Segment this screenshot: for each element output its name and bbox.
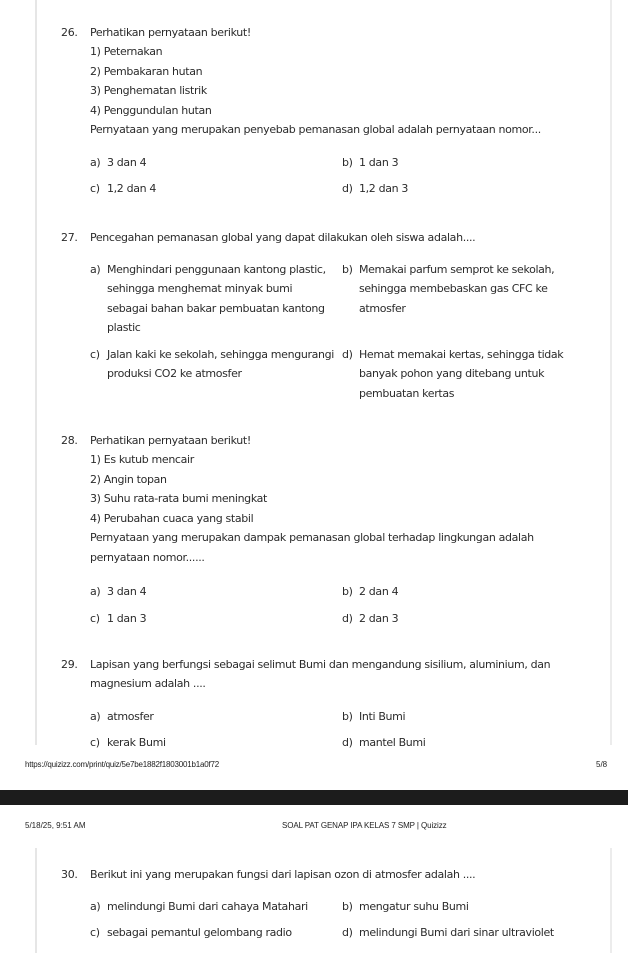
question-number: 27. — [61, 231, 78, 244]
option-letter: c) — [90, 348, 100, 361]
option-text-line: Menghindari penggunaan kantong plastic, — [107, 263, 326, 276]
page-frame-left-border — [35, 848, 37, 953]
option-letter: d) — [342, 926, 353, 939]
page-break-divider — [0, 790, 628, 805]
option-letter: d) — [342, 182, 353, 195]
option-letter: a) — [90, 585, 101, 598]
option-letter: b) — [342, 900, 353, 913]
option-text: 3 dan 4 — [107, 156, 147, 169]
statement-item: 3) Suhu rata-rata bumi meningkat — [90, 492, 267, 505]
page-frame-left-border — [35, 0, 37, 745]
option-text-line: plastic — [107, 321, 141, 334]
statement-item: 3) Penghematan listrik — [90, 84, 207, 97]
statement-item: 4) Perubahan cuaca yang stabil — [90, 512, 254, 525]
question-number: 29. — [61, 658, 78, 671]
option-text: kerak Bumi — [107, 736, 166, 749]
option-letter: b) — [342, 156, 353, 169]
question-text: Perhatikan pernyataan berikut! — [90, 434, 251, 447]
option-text-line: Hemat memakai kertas, sehingga tidak — [359, 348, 564, 361]
option-text-line: sehingga menghemat minyak bumi — [107, 282, 293, 295]
option-letter: d) — [342, 612, 353, 625]
question-number: 26. — [61, 26, 78, 39]
statement-item: 4) Penggundulan hutan — [90, 104, 212, 117]
option-text-line: banyak pohon yang ditebang untuk — [359, 367, 545, 380]
question-text: Berikut ini yang merupakan fungsi dari lapisan ozon di atmosfer adalah .... — [90, 868, 476, 881]
question-text: Pencegahan pemanasan global yang dapat dilakukan oleh siswa adalah.... — [90, 231, 476, 244]
option-letter: a) — [90, 156, 101, 169]
option-text-line: Jalan kaki ke sekolah, sehingga mengurangi — [107, 348, 334, 361]
option-text: sebagai pemantul gelombang radio — [107, 926, 292, 939]
option-text-line: Memakai parfum semprot ke sekolah, — [359, 263, 555, 276]
option-letter: d) — [342, 736, 353, 749]
page-frame-right-border — [610, 848, 612, 953]
option-text: 2 dan 4 — [359, 585, 399, 598]
option-text: mengatur suhu Bumi — [359, 900, 469, 913]
option-letter: a) — [90, 710, 101, 723]
statement-item: 1) Peternakan — [90, 45, 163, 58]
option-text: Inti Bumi — [359, 710, 406, 723]
option-text: melindungi Bumi dari cahaya Matahari — [107, 900, 308, 913]
option-text: 2 dan 3 — [359, 612, 399, 625]
question-text: Perhatikan pernyataan berikut! — [90, 26, 251, 39]
option-letter: c) — [90, 612, 100, 625]
question-text-cont: magnesium adalah .... — [90, 677, 206, 690]
option-text: 1 dan 3 — [107, 612, 147, 625]
print-footer-url[interactable]: https://quizizz.com/print/quiz/5e7be1882f1803001b1a0f72 — [25, 760, 220, 769]
option-letter: b) — [342, 263, 353, 276]
option-letter: c) — [90, 182, 100, 195]
question-number: 30. — [61, 868, 78, 881]
statement-item: 2) Pembakaran hutan — [90, 65, 203, 78]
option-letter: c) — [90, 926, 100, 939]
option-letter: a) — [90, 900, 101, 913]
print-footer-page-number: 5/8 — [596, 760, 608, 769]
question-text: Lapisan yang berfungsi sebagai selimut Bumi dan mengandung sisilium, aluminium, dan — [90, 658, 551, 671]
option-letter: b) — [342, 585, 353, 598]
question-prompt-cont: pernyataan nomor...... — [90, 551, 205, 564]
option-text: 1,2 dan 4 — [107, 182, 157, 195]
option-letter: b) — [342, 710, 353, 723]
question-prompt: Pernyataan yang merupakan penyebab pemanasan global adalah pernyataan nomor... — [90, 123, 541, 136]
question-prompt: Pernyataan yang merupakan dampak pemanasan global terhadap lingkungan adalah — [90, 531, 534, 544]
option-text-line: sehingga membebaskan gas CFC ke — [359, 282, 548, 295]
option-text: 1,2 dan 3 — [359, 182, 409, 195]
option-text: mantel Bumi — [359, 736, 426, 749]
option-text-line: pembuatan kertas — [359, 387, 455, 400]
option-letter: a) — [90, 263, 101, 276]
print-header-date: 5/18/25, 9:51 AM — [25, 821, 86, 830]
option-text: 1 dan 3 — [359, 156, 399, 169]
option-letter: d) — [342, 348, 353, 361]
option-text: melindungi Bumi dari sinar ultraviolet — [359, 926, 554, 939]
statement-item: 1) Es kutub mencair — [90, 453, 194, 466]
question-number: 28. — [61, 434, 78, 447]
option-text: 3 dan 4 — [107, 585, 147, 598]
statement-item: 2) Angin topan — [90, 473, 167, 486]
option-text-line: sebagai bahan bakar pembuatan kantong — [107, 302, 325, 315]
print-header-title: SOAL PAT GENAP IPA KELAS 7 SMP | Quizizz — [282, 821, 447, 830]
page-frame-right-border — [610, 0, 612, 745]
option-text: atmosfer — [107, 710, 154, 723]
option-text-line: produksi CO2 ke atmosfer — [107, 367, 242, 380]
option-text-line: atmosfer — [359, 302, 406, 315]
option-letter: c) — [90, 736, 100, 749]
